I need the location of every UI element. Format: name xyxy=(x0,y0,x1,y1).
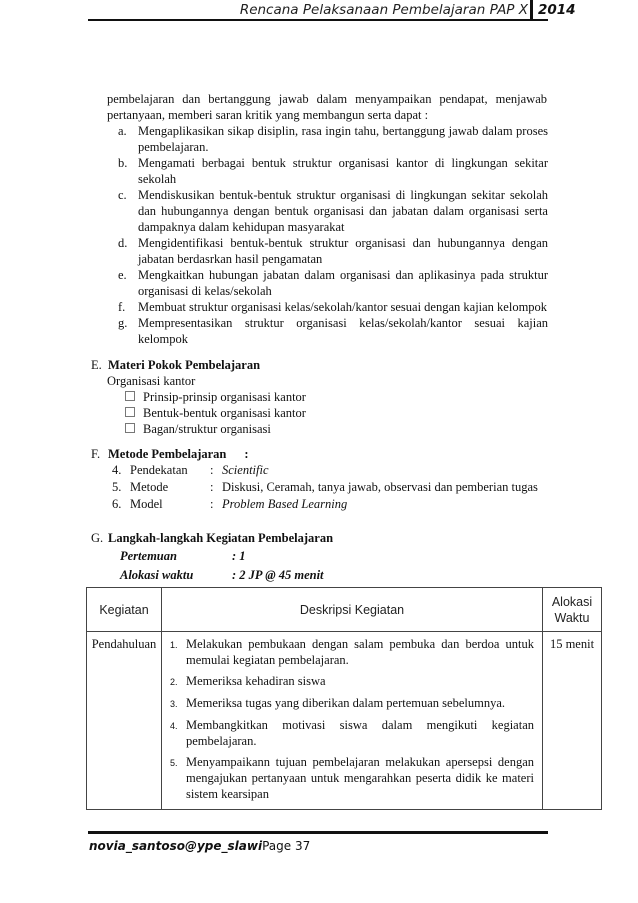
section-letter: G. xyxy=(91,531,104,545)
list-item xyxy=(170,636,534,668)
cell-kegiatan: Pendahuluan xyxy=(87,632,162,810)
row-key: Pendekatan xyxy=(130,463,188,477)
list-item xyxy=(118,267,548,299)
row-number: 5. xyxy=(112,480,122,494)
list-marker: b. xyxy=(118,156,128,170)
footer-rule xyxy=(88,831,548,834)
table-row xyxy=(87,632,602,810)
section-colon: : xyxy=(244,447,249,461)
step-text: Memeriksa tugas yang diberikan dalam pertemuan sebelumnya. xyxy=(186,696,505,710)
row-value: Diskusi, Ceramah, tanya jawab, observasi dan pemberian tugas xyxy=(222,480,538,494)
method-row: 4. Pendekatan : Scientific xyxy=(112,463,269,477)
list-item xyxy=(125,389,306,405)
cell-waktu: 15 menit xyxy=(543,632,602,810)
step-number: 4. xyxy=(170,721,178,731)
row-value: Scientific xyxy=(222,463,269,477)
step-text: Membangkitkan motivasi siswa dalam mengikuti kegiatan pembelajaran. xyxy=(186,718,534,748)
row-value: Problem Based Learning xyxy=(222,497,348,511)
section-letter: E. xyxy=(91,358,102,372)
step-number: 1. xyxy=(170,640,178,650)
list-text: Mengidentifikasi bentuk-bentuk struktur organisasi dan hubungannya dengan jabatan berdasrkan hasil pengamatan xyxy=(138,236,548,266)
list-marker: d. xyxy=(118,236,128,250)
header-year: 2014 xyxy=(538,2,576,18)
step-text: Melakukan pembukaan dengan salam pembuka dan berdoa untuk memulai kegiatan pembelajaran. xyxy=(186,637,534,667)
list-text: Bentuk-bentuk organisasi kantor xyxy=(143,406,306,420)
list-text: Mengkaitkan hubungan jabatan dalam organisasi dan aplikasinya pada struktur organisasi di kelas/sekolah xyxy=(138,268,548,298)
objectives-list xyxy=(118,123,548,347)
list-item xyxy=(125,405,306,421)
list-text: Membuat struktur organisasi kelas/sekolah/kantor sesuai dengan kajian kelompok xyxy=(138,300,548,314)
steps-list xyxy=(162,632,542,809)
section-title: Materi Pokok Pembelajaran xyxy=(108,358,261,372)
row-number: 4. xyxy=(112,463,122,477)
step-number: 3. xyxy=(170,699,178,709)
checkbox-bullet-icon xyxy=(125,407,135,417)
section-e-subtitle: Organisasi kantor xyxy=(107,374,196,388)
checkbox-bullet-icon xyxy=(125,423,135,433)
footer-author: novia_santoso@ype_slawi xyxy=(89,839,263,853)
list-item xyxy=(170,717,534,749)
section-title: Metode Pembelajaran xyxy=(108,447,227,461)
cell-deskripsi xyxy=(162,632,543,810)
section-title: Langkah-langkah Kegiatan Pembelajaran xyxy=(108,531,334,545)
row-key: Metode xyxy=(130,480,169,494)
method-row: 6. Model : Problem Based Learning xyxy=(112,497,348,511)
header-separator xyxy=(530,0,533,20)
method-row: 5. Metode : Diskusi, Ceramah, tanya jawab, observasi dan pemberian tugas xyxy=(112,480,538,494)
list-item xyxy=(170,695,534,712)
header-kegiatan: Kegiatan xyxy=(87,588,162,632)
header-title: Rencana Pelaksanaan Pembelajaran PAP X xyxy=(239,2,528,18)
step-number: 5. xyxy=(170,758,178,768)
list-item xyxy=(118,299,548,315)
list-marker: f. xyxy=(118,300,126,314)
list-item xyxy=(125,421,271,437)
footer-page: Page 37 xyxy=(262,839,311,853)
alokasi-line xyxy=(120,567,324,583)
checkbox-bullet-icon xyxy=(125,391,135,401)
list-text: Mendiskusikan bentuk-bentuk struktur organisasi di lingkungan sekitar sekolah dan hubungannya dengan bentuk organisasi dan jabatan dalam organisasi serta dampaknya dalam kehidupan masyarakat xyxy=(138,188,548,234)
list-text: Mengamati berbagai bentuk struktur organisasi kantor di lingkungan sekitar sekolah xyxy=(138,156,548,186)
alokasi-value: : 2 JP @ 45 menit xyxy=(232,568,324,582)
list-marker: e. xyxy=(118,268,127,282)
activities-table xyxy=(86,587,602,810)
pertemuan-value: : 1 xyxy=(232,549,246,563)
list-item xyxy=(118,123,548,155)
intro-paragraph: pembelajaran dan bertanggung jawab dalam menyampaikan pendapat, menjawab pertanyaan, memberi saran kritik yang membangun serta dapat : xyxy=(107,92,547,122)
list-text: Prinsip-prinsip organisasi kantor xyxy=(143,390,306,404)
list-marker: a. xyxy=(118,124,127,138)
list-text: Mengaplikasikan sikap disiplin, rasa ingin tahu, bertanggung jawab dalam proses pembelajaran. xyxy=(138,124,548,154)
list-marker: g. xyxy=(118,316,128,330)
section-e-heading xyxy=(91,357,260,373)
pertemuan-label: Pertemuan xyxy=(120,549,177,563)
list-text: Bagan/struktur organisasi xyxy=(143,422,271,436)
pertemuan-line xyxy=(120,548,246,564)
section-f-heading xyxy=(91,446,249,462)
list-item xyxy=(118,315,548,347)
footer xyxy=(89,839,310,853)
list-item xyxy=(118,187,548,235)
header-rule xyxy=(88,19,548,21)
list-text: Mempresentasikan struktur organisasi kelas/sekolah/kantor sesuai kajian kelompok xyxy=(138,316,548,346)
list-item xyxy=(170,754,534,802)
list-item xyxy=(170,673,534,690)
table-header-row xyxy=(87,588,602,632)
step-text: Menyampaikann tujuan pembelajaran melakukan apersepsi dengan mengajukan pertanyaan untuk mengarahkan peserta didik ke materi sistem kearsipan xyxy=(186,755,534,801)
header-deskripsi: Deskripsi Kegiatan xyxy=(162,588,543,632)
section-letter: F. xyxy=(91,447,101,461)
list-item xyxy=(118,155,548,187)
header-alokasi: Alokasi Waktu xyxy=(543,588,602,632)
section-g-heading xyxy=(91,530,333,546)
list-marker: c. xyxy=(118,188,127,202)
row-number: 6. xyxy=(112,497,122,511)
step-number: 2. xyxy=(170,677,178,687)
alokasi-label: Alokasi waktu xyxy=(120,568,194,582)
step-text: Memeriksa kehadiran siswa xyxy=(186,674,326,688)
list-item xyxy=(118,235,548,267)
row-key: Model xyxy=(130,497,163,511)
